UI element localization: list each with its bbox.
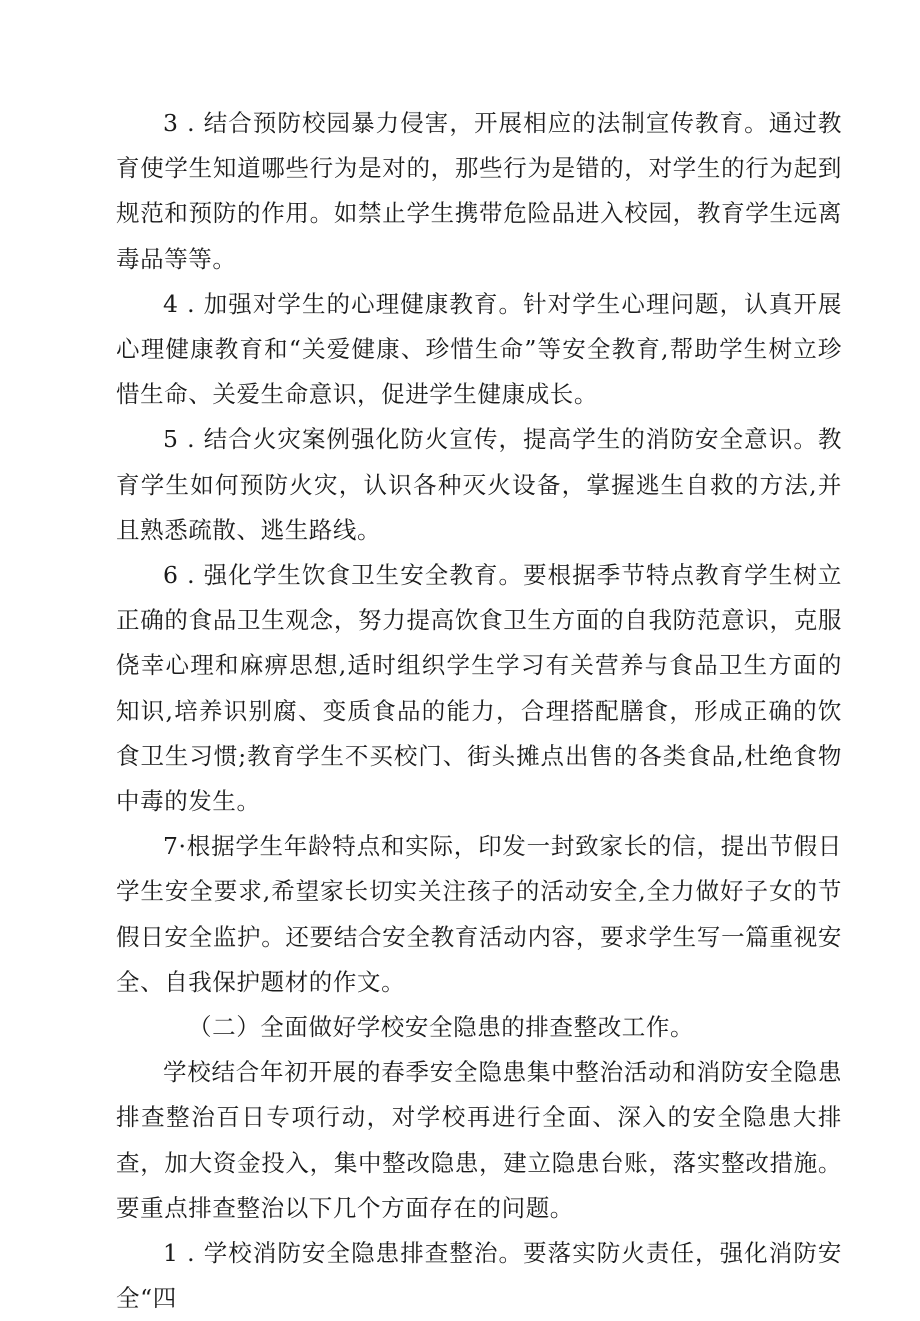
paragraph-6-food-hygiene: 6 . 强化学生饮食卫生安全教育。要根据季节特点教育学生树立正确的食品卫生观念，努力提高饮食卫生方面的自我防范意识，克服侥幸心理和麻痹思想,适时组织学生学习有关营养与食品卫生方面的知识,培养识别腐、变质食品的能力，合理搭配膳食，形成正确的饮食卫生习惯;教育学生不买校门、街头摊点出售的各类食品,杜绝食物中毒的发生。: [116, 561, 842, 816]
paragraph-hazard-inspection: 学校结合年初开展的春季安全隐患集中整治活动和消防安全隐患排查整治百日专项行动，对学校再进行全面、深入的安全隐患大排查，加大资金投入，集中整改隐患，建立隐患台账，落实整改措施。要重点排查整治以下几个方面存在的问题。: [116, 1058, 842, 1222]
paragraph-1-fire-hazard: 1 . 学校消防安全隐患排查整治。要落实防火责任，强化消防安全“四: [116, 1239, 842, 1313]
paragraph-7-parent-letter: 7·根据学生年龄特点和实际，印发一封致家长的信，提出节假日学生安全要求,希望家长切实关注孩子的活动安全,全力做好子女的节假日安全监护。还要结合安全教育活动内容，要求学生写一篇重视安全、自我保护题材的作文。: [116, 832, 842, 996]
paragraph-4-mental-health: 4 . 加强对学生的心理健康教育。针对学生心理问题，认真开展心理健康教育和“关爱健康、珍惜生命”等安全教育,帮助学生树立珍惜生命、关爱生命意识，促进学生健康成长。: [116, 289, 842, 409]
document-body: [116, 101, 842, 1321]
paragraph-5-fire-safety: 5 . 结合火灾案例强化防火宣传，提高学生的消防安全意识。教育学生如何预防火灾，认识各种灭火设备，掌握逃生自救的方法,并且熟悉疏散、逃生路线。: [116, 425, 842, 544]
section-heading: （二）全面做好学校安全隐患的排查整改工作。: [188, 1013, 695, 1042]
paragraph-3-violence-prevention: 3 . 结合预防校园暴力侵害，开展相应的法制宣传教育。通过教育使学生知道哪些行为是对的，那些行为是错的，对学生的行为起到规范和预防的作用。如禁止学生携带危险品进入校园，教育学生远离毒品等等。: [116, 109, 842, 273]
